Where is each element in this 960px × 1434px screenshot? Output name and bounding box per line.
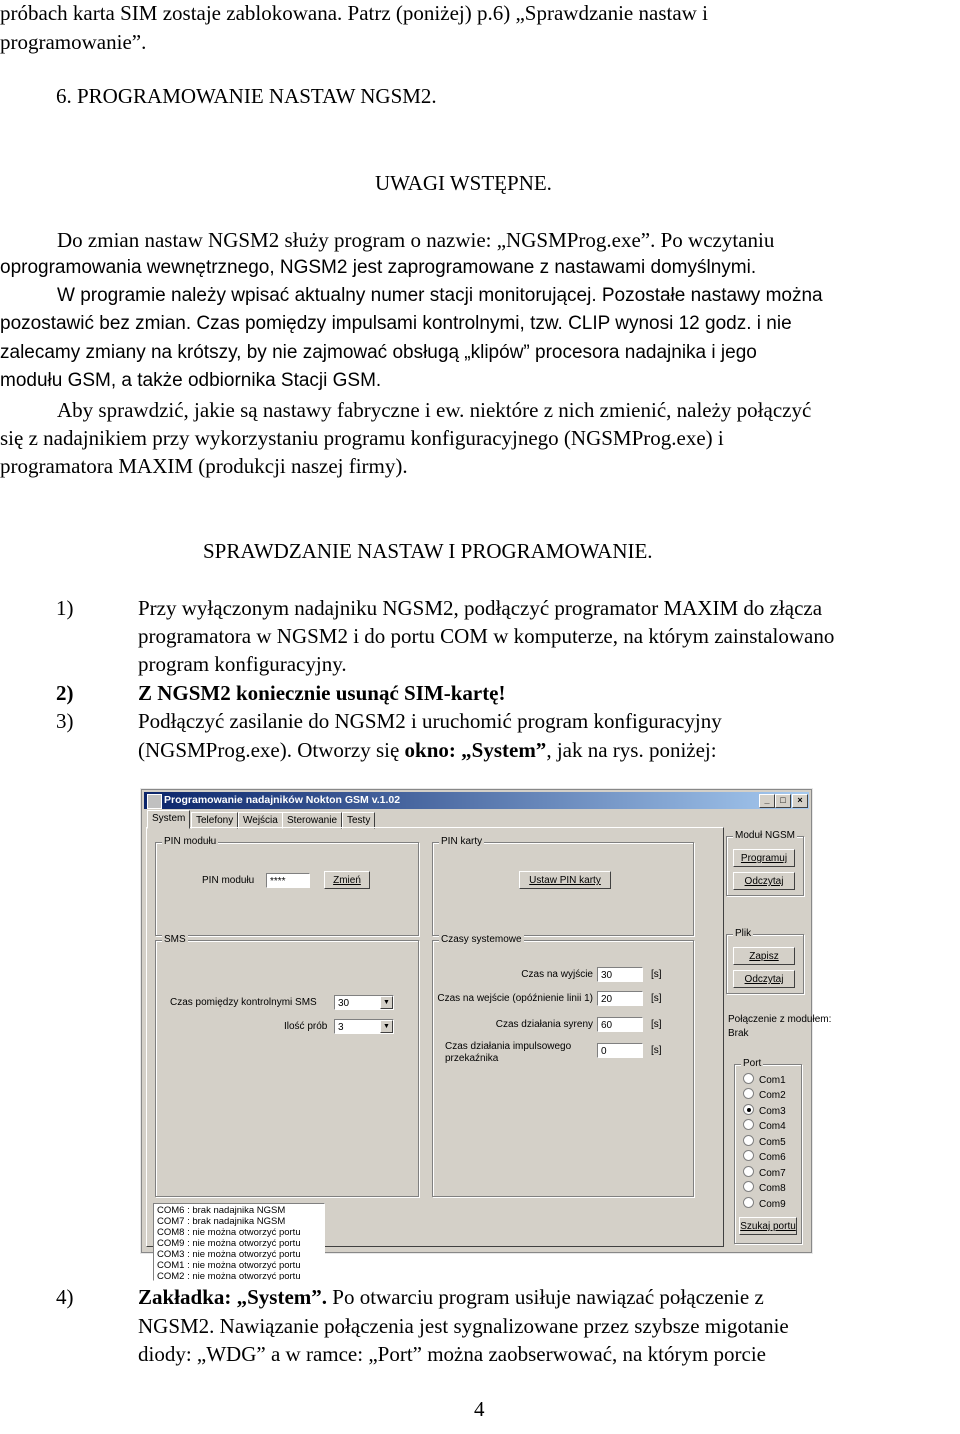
step-number: 2)	[56, 681, 74, 705]
paragraph-line: programatora MAXIM (produkcji naszej firmy).	[0, 454, 408, 478]
close-icon[interactable]: ×	[792, 794, 808, 808]
czas-sms-select[interactable]	[334, 995, 394, 1010]
step-text-bold: okno: „System”	[404, 738, 547, 762]
czas-sms-value: 30	[338, 998, 350, 1009]
list-item: COM3 : nie można otworzyć portu	[157, 1249, 301, 1260]
port-com7-radio[interactable]	[743, 1166, 786, 1179]
status-label: Połączenie z modułem:	[728, 1014, 832, 1025]
czas-syreny-input[interactable]: 60	[597, 1017, 643, 1032]
port-com2-radio[interactable]	[743, 1088, 786, 1101]
sprawdzanie-heading: SPRAWDZANIE NASTAW I PROGRAMOWANIE.	[203, 539, 653, 563]
tab-telefony[interactable]: Telefony	[191, 812, 238, 829]
step-line: programatora w NGSM2 i do portu COM w komputerze, na którym zainstalowano	[138, 624, 835, 648]
app-window	[141, 789, 832, 1281]
tab-panel	[146, 827, 724, 1281]
radio-icon	[743, 1073, 754, 1084]
group-legend: Czasy systemowe	[441, 934, 522, 945]
radio-icon	[743, 1166, 754, 1177]
sms-group	[155, 934, 419, 1197]
ilosc-prob-select[interactable]	[334, 1019, 394, 1034]
group-legend: SMS	[164, 934, 186, 945]
window-title: Programowanie nadajników Nokton GSM v.1.02	[164, 794, 401, 806]
step-line: program konfiguracyjny.	[138, 652, 347, 676]
app-icon	[147, 794, 162, 809]
step-text-bold: Zakładka: „System”.	[138, 1285, 328, 1309]
chevron-down-icon[interactable]: ▼	[380, 996, 393, 1009]
port-com5-radio[interactable]	[743, 1135, 786, 1148]
czas-syreny-label: Czas działania syreny	[495, 1019, 593, 1030]
unit-label: [s]	[651, 993, 662, 1004]
radio-icon	[743, 1088, 754, 1099]
page-number: 4	[474, 1397, 485, 1421]
unit-label: [s]	[651, 969, 662, 980]
step-number: 4)	[56, 1285, 74, 1309]
paragraph-line: zalecamy zmiany na krótszy, by nie zajmować obsługą „klipów” procesora nadajnika i jego	[0, 342, 757, 363]
programuj-button[interactable]: Programuj	[733, 849, 795, 867]
step-line: diody: „WDG” a w ramce: „Port” można zaobserwować, na którym porcie	[138, 1342, 767, 1366]
maximize-icon[interactable]: □	[775, 794, 791, 808]
odczytaj-modul-button[interactable]: Odczytaj	[733, 872, 795, 890]
step-text: , jak na rys. poniżej:	[546, 738, 717, 762]
group-legend: Moduł NGSM	[735, 830, 796, 841]
radio-label: Com4	[759, 1121, 786, 1132]
pin-modulu-label: PIN modułu	[202, 875, 255, 886]
radio-label: Com1	[759, 1075, 786, 1086]
pin-karty-group	[432, 836, 694, 936]
radio-icon	[743, 1181, 754, 1192]
port-com3-radio[interactable]	[743, 1104, 786, 1117]
list-item: COM7 : brak nadajnika NGSM	[157, 1216, 286, 1227]
step-line: Podłączyć zasilanie do NGSM2 i uruchomić program konfiguracyjny	[138, 709, 722, 733]
zapisz-button[interactable]: Zapisz	[733, 947, 795, 965]
group-legend: Port	[743, 1058, 762, 1069]
czas-sms-label: Czas pomiędzy kontrolnymi SMS	[170, 997, 317, 1008]
step-text: Po otwarciu program usiłuje nawiązać połączenie z	[327, 1285, 764, 1309]
ilosc-prob-label: Ilość prób	[284, 1021, 328, 1032]
tab-testy[interactable]: Testy	[342, 812, 375, 829]
paragraph-line: modułu GSM, a także odbiornika Stacji GSM.	[0, 370, 382, 391]
status-value: Brak	[728, 1028, 749, 1039]
tab-sterowanie[interactable]: Sterowanie	[282, 812, 342, 829]
minimize-icon[interactable]: _	[759, 794, 775, 808]
port-com1-radio[interactable]	[743, 1073, 786, 1086]
step-line: NGSM2. Nawiązanie połączenia jest sygnalizowane przez szybsze migotanie	[138, 1314, 789, 1338]
paragraph-line: się z nadajnikiem przy wykorzystaniu programu konfiguracyjnego (NGSMProg.exe) i	[0, 426, 724, 450]
paragraph-line: próbach karta SIM zostaje zablokowana. Patrz (poniżej) p.6) „Sprawdzanie nastaw i	[0, 1, 708, 25]
czas-wyjscie-label: Czas na wyjście	[521, 969, 593, 980]
step-line	[138, 736, 717, 764]
chevron-down-icon[interactable]: ▼	[380, 1020, 393, 1033]
czas-wejscie-input[interactable]: 20	[597, 991, 643, 1006]
section-heading: 6. PROGRAMOWANIE NASTAW NGSM2.	[56, 84, 437, 108]
ilosc-prob-value: 3	[338, 1022, 344, 1033]
paragraph-line: programowanie”.	[0, 30, 147, 54]
port-group	[734, 1058, 802, 1244]
list-item: COM2 : nie można otworzyć portu	[157, 1271, 301, 1281]
step-number: 1)	[56, 596, 74, 620]
step-line: Z NGSM2 koniecznie usunąć SIM-kartę!	[138, 681, 506, 705]
tab-system[interactable]: System	[147, 810, 190, 829]
paragraph-line: pozostawić bez zmian. Czas pomiędzy impulsami kontrolnymi, tzw. CLIP wynosi 12 godz. i nie	[0, 313, 792, 334]
list-item: COM9 : nie można otworzyć portu	[157, 1238, 301, 1249]
radio-label: Com9	[759, 1199, 786, 1210]
group-legend: Plik	[735, 928, 752, 939]
radio-icon	[743, 1104, 754, 1115]
unit-label: [s]	[651, 1045, 662, 1056]
step-line: Przy wyłączonym nadajniku NGSM2, podłączyć programator MAXIM do złącza	[138, 596, 823, 620]
pin-modulu-input[interactable]: ****	[266, 873, 310, 888]
czas-wyjscie-input[interactable]: 30	[597, 967, 643, 982]
czas-wejscie-label: Czas na wejście (opóźnienie linii 1)	[437, 993, 593, 1004]
odczytaj-plik-button[interactable]: Odczytaj	[733, 970, 795, 988]
modul-ngsm-group	[726, 830, 804, 896]
group-legend: PIN modułu	[164, 836, 217, 847]
radio-label: Com7	[759, 1168, 786, 1179]
com-status-list[interactable]	[153, 1203, 325, 1281]
port-com4-radio[interactable]	[743, 1119, 786, 1132]
radio-label: Com6	[759, 1152, 786, 1163]
czas-impulsu-label2: przekaźnika	[445, 1053, 499, 1064]
uwagi-heading: UWAGI WSTĘPNE.	[375, 171, 552, 195]
list-item: COM8 : nie można otworzyć portu	[157, 1227, 301, 1238]
radio-label: Com3	[759, 1106, 786, 1117]
radio-label: Com8	[759, 1183, 786, 1194]
plik-group	[726, 928, 804, 994]
radio-icon	[743, 1135, 754, 1146]
tab-wejscia[interactable]: Wejścia	[238, 812, 283, 829]
window-titlebar	[144, 792, 809, 809]
list-item: COM1 : nie można otworzyć portu	[157, 1260, 301, 1271]
step-text: (NGSMProg.exe). Otworzy się	[138, 738, 405, 762]
port-com6-radio[interactable]	[743, 1150, 786, 1163]
radio-label: Com2	[759, 1090, 786, 1101]
pin-modulu-group	[155, 836, 419, 936]
paragraph-line: Do zmian nastaw NGSM2 służy program o nazwie: „NGSMProg.exe”. Po wczytaniu	[57, 228, 775, 252]
group-legend: PIN karty	[441, 836, 483, 847]
ustaw-pin-button[interactable]: Ustaw PIN karty	[519, 871, 611, 889]
list-item: COM6 : brak nadajnika NGSM	[157, 1205, 286, 1216]
zmien-button[interactable]: Zmień	[324, 871, 370, 889]
radio-label: Com5	[759, 1137, 786, 1148]
port-com9-radio[interactable]	[743, 1197, 786, 1210]
czasy-group	[432, 934, 694, 1197]
step-number: 3)	[56, 709, 74, 733]
czas-impulsu-input[interactable]: 0	[597, 1043, 643, 1058]
radio-icon	[743, 1197, 754, 1208]
czas-impulsu-label: Czas działania impulsowego	[445, 1041, 572, 1052]
radio-icon	[743, 1150, 754, 1161]
szukaj-portu-button[interactable]: Szukaj portu	[739, 1217, 797, 1235]
paragraph-line: Aby sprawdzić, jakie są nastawy fabryczne i ew. niektóre z nich zmienić, należy połączyć	[57, 398, 812, 422]
step-line	[138, 1283, 764, 1311]
port-com8-radio[interactable]	[743, 1181, 786, 1194]
paragraph-line: oprogramowania wewnętrznego, NGSM2 jest zaprogramowane z nastawami domyślnymi.	[0, 257, 757, 278]
radio-icon	[743, 1119, 754, 1130]
unit-label: [s]	[651, 1019, 662, 1030]
paragraph-line: W programie należy wpisać aktualny numer stacji monitorującej. Pozostałe nastawy można	[57, 285, 823, 306]
